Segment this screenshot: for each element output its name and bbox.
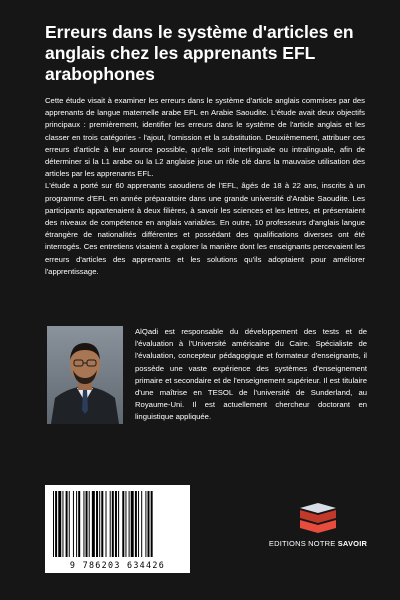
barcode-bar xyxy=(66,491,68,557)
author-photo xyxy=(47,326,123,424)
barcode-bar xyxy=(89,491,90,557)
barcode-bar xyxy=(129,491,130,557)
barcode-bar xyxy=(53,491,54,557)
barcode-bar xyxy=(112,491,114,557)
publisher-name-prefix: EDITIONS NOTRE xyxy=(268,539,338,548)
barcode-bar xyxy=(131,491,134,557)
barcode-bar xyxy=(69,491,70,557)
barcode-bar xyxy=(78,491,80,557)
barcode-bar xyxy=(99,491,100,557)
barcode-bar xyxy=(122,491,124,557)
barcode-bar xyxy=(141,491,142,557)
barcode-bar xyxy=(83,491,84,557)
isbn-digits: 9 786203 634426 xyxy=(69,560,166,570)
barcode-bar xyxy=(55,491,57,557)
barcode-bar xyxy=(92,491,95,557)
barcode-bar xyxy=(58,491,61,557)
barcode-bar xyxy=(96,491,98,557)
author-bio: AlQadi est responsable du développement des tests et de l'évaluation à l'Université américaine du Caire. Spécialiste de l'évaluation, concepteur pédagogique et formateur d'enseignants, il possède une vaste expérience des systèmes d'enseignement primaire et secondaire et de l'enseignement supérieur. Il est titulaire d'une maîtrise en TESOL de l'université de Sunderland, au Royaume-Uni. Il est actuellement chercheur doctorant en linguistique appliquée. xyxy=(135,327,367,422)
barcode-bar xyxy=(106,491,107,557)
barcode-bar xyxy=(125,491,126,557)
isbn-barcode xyxy=(45,485,190,573)
book-title: Erreurs dans le système d'articles en anglais chez les apprenants EFL arabophones xyxy=(45,22,354,84)
book-stack-icon xyxy=(296,502,340,536)
barcode-bar xyxy=(86,491,88,557)
barcode-bar xyxy=(151,491,153,557)
publisher-name-bold: SAVOIR xyxy=(337,539,368,548)
barcode-bar xyxy=(145,491,146,557)
barcode-bar xyxy=(148,491,150,557)
abstract xyxy=(45,95,365,278)
barcode-bar xyxy=(62,491,63,557)
abstract-paragraph-1: Cette étude visait à examiner les erreurs dans le système d'article anglais commises par des apprenants de langue maternelle arabe EFL en Arabie Saoudite. L'étude avait deux objectifs principaux : premièrement, identifier les erreurs dans le système de l'article anglais et les classer en trois catégories - l'ajout, l'omission et la substitution. Deuxièmement, attribuer ces erreurs d'article à leur source possible, qu'elle soit interlinguale ou intralinguale, afin de déterminer si la L1 arabe ou la L2 anglaise joue un rôle clé dans la mauvaise utilisation des articles par les apprenants EFL. xyxy=(45,96,365,179)
barcode-bar xyxy=(135,491,137,557)
barcode-bar xyxy=(138,491,139,557)
abstract-paragraph-2: L'étude a porté sur 60 apprenants saoudiens de l'EFL, âgés de 18 à 22 ans, inscrits à un programme d'EFL en année préparatoire dans une grande université d'Arabie Saoudite. Les participants appartenaient à deux filières, à savoir les sciences et les lettres, et présentaient des niveaux de compétence en anglais variables. En outre, 10 professeurs d'anglais langue étrangère de nationalités différentes et possédant des qualifications diverses ont été interrogés. Ces entretiens visaient à explorer la manière dont les enseignants percevaient les erreurs d'articles des apprenants et les solutions qu'ils adoptaient pour améliorer l'apprentissage. xyxy=(45,181,365,276)
barcode-bar xyxy=(110,491,111,557)
barcode-bar xyxy=(76,491,77,557)
barcode-bar xyxy=(118,491,119,557)
publisher-name xyxy=(258,539,378,548)
barcode-bar xyxy=(115,491,117,557)
publisher-logo xyxy=(258,502,378,552)
barcode-bar xyxy=(101,491,103,557)
barcode-bar xyxy=(73,491,74,557)
